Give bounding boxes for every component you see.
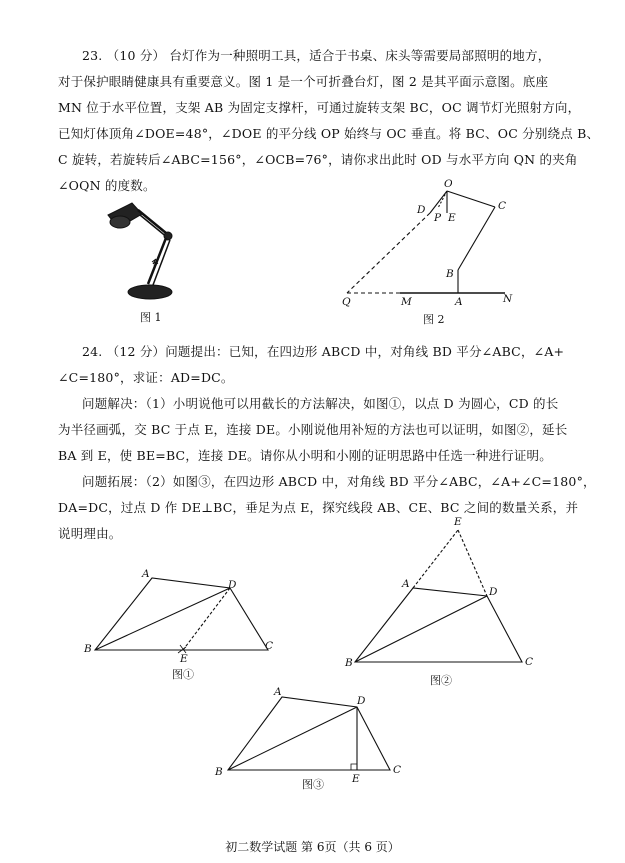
fig-c-label-C: C [393,764,402,776]
q23-line-3: MN 位于水平位置，支架 AB 为固定支撑杆，可通过旋转支架 BC，OC 调节灯光照射方向， [58,100,581,115]
fig-b-label-B: B [345,657,353,669]
q23-line-2: 对于保护眼睛健康具有重要意义。图 1 是一个可折叠台灯，图 2 是其平面示意图。底座 [58,74,549,89]
q23-line-5: C 旋转，若旋转后∠ABC=156°，∠OCB=76°，请你求出此时 OD 与水平方向 QN 的夹角 [58,152,578,167]
q24-line-5: BA 到 E，使 BE=BC，连接 DE。请你从小明和小刚的证明思路中任选一种进行证明。 [58,448,552,463]
fig2-label-N: N [503,293,513,305]
fig-c-label-D: D [357,695,366,707]
fig-b-label-D: D [489,586,498,598]
fig-c-label-B: B [215,766,223,778]
fig-c-label-A: A [274,686,282,698]
q24-line-6: 问题拓展：（2）如图③，在四边形 ABCD 中，对角线 BD 平分∠ABC，∠A+∠C=180°， [82,474,596,489]
fig-a-caption: 图① [172,668,194,681]
q24-line-3: 问题解决：（1）小明说他可以用截长的方法解决，如图①，以点 D 为圆心，CD 的长 [82,396,559,411]
fig-c-caption: 图③ [302,778,324,791]
fig2-label-P: P [434,212,442,224]
fig2-label-M: M [401,296,412,308]
fig-a-label-B: B [84,643,92,655]
fig-b-label-A: A [402,578,410,590]
q24-line-2: ∠C=180°，求证：AD=DC。 [58,370,234,385]
fig2-label-A: A [455,296,463,308]
q24-line-8: 说明理由。 [58,526,122,541]
q24-line-7: DA=DC，过点 D 作 DE⊥BC，垂足为点 E，探究线段 AB、CE、BC 之间的数量关系，并 [58,500,579,515]
fig-b-label-C: C [525,656,534,668]
fig2-label-O: O [444,178,453,190]
fig2-label-E: E [448,212,456,224]
fig2-label-D: D [417,204,426,216]
q23-line-4: 已知灯体顶角∠DOE=48°，∠DOE 的平分线 OP 始终与 OC 垂直。将 BC、OC 分别绕点 B、 [58,126,600,141]
fig-a-label-D: D [228,579,237,591]
fig2-label-C: C [498,200,507,212]
fig2-caption: 图 2 [423,313,445,326]
fig-a-label-E: E [180,653,188,665]
fig1-caption: 图 1 [140,311,162,324]
page-footer: 初二数学试题 第 6页（共 6 页） [225,840,400,854]
fig-b-caption: 图② [430,674,452,687]
fig-a-label-A: A [142,568,150,580]
q23-line-1: 23. （10 分） 台灯作为一种照明工具，适合于书桌、床头等需要局部照明的地方， [82,48,551,63]
fig2-label-Q: Q [342,296,351,308]
fig-a-label-C: C [265,640,274,652]
q23-line-6: ∠OQN 的度数。 [58,178,156,193]
q24-line-1: 24. （12 分）问题提出：已知，在四边形 ABCD 中，对角线 BD 平分∠ABC，∠A+ [82,344,565,359]
q24-line-4: 为半径画弧，交 BC 于点 E，连接 DE。小刚说他用补短的方法也可以证明，如图②，延长 [58,422,568,437]
fig-b-label-E: E [454,516,462,528]
fig-c-label-E: E [352,773,360,785]
fig2-label-B: B [446,268,454,280]
